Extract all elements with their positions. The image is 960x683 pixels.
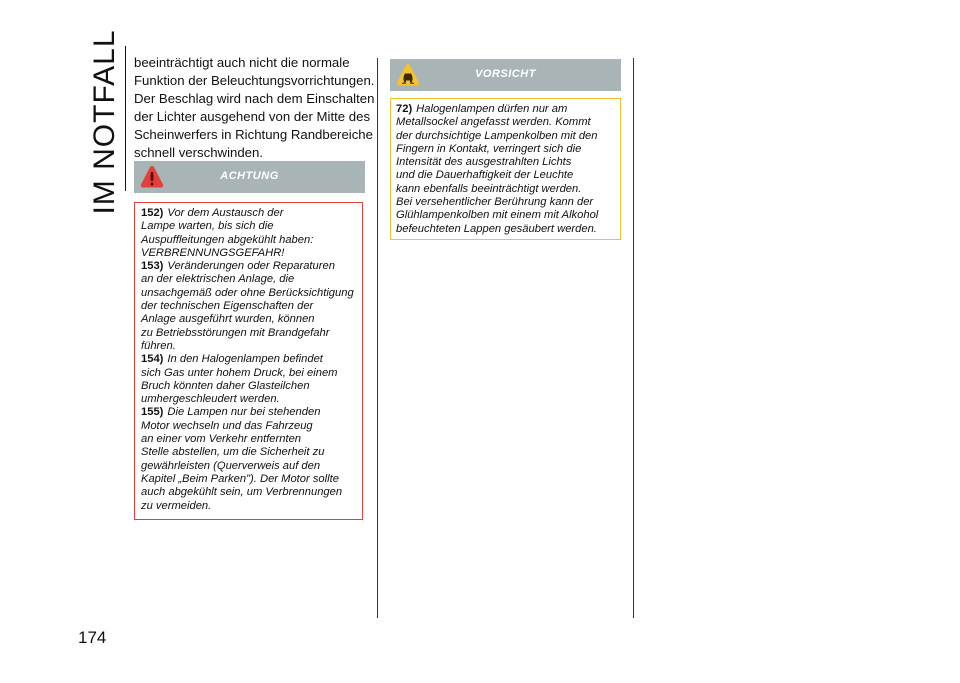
- note-text: führen.: [141, 339, 176, 352]
- note-number: 72): [396, 103, 413, 115]
- note-text: Fingern in Kontakt, verringert sich die: [396, 142, 582, 155]
- body-line: Funktion der Beleuchtungsvorrichtungen.: [134, 73, 375, 88]
- note-line: [141, 406, 362, 419]
- body-line: Scheinwerfers in Richtung Randbereiche: [134, 127, 373, 142]
- note-line: [141, 313, 362, 326]
- note-text: zu vermeiden.: [141, 499, 212, 512]
- note-text: umhergeschleudert werden.: [141, 393, 280, 406]
- note-text: Halogenlampen dürfen nur am: [416, 103, 568, 115]
- note-number: 152): [141, 207, 164, 219]
- note-text: zu Betriebsstörungen mit Brandgefahr: [141, 326, 330, 339]
- note-text: an der elektrischen Anlage, die: [141, 273, 295, 286]
- section-title: [82, 29, 128, 215]
- note-text: Glühlampenkolben mit einem mit Alkohol: [396, 209, 599, 222]
- note-line: [141, 220, 362, 233]
- caution-label: VORSICHT: [475, 68, 536, 80]
- note-text: gewährleisten (Querverweis auf den: [141, 459, 321, 472]
- note-text: In den Halogenlampen befindet: [167, 353, 323, 366]
- section-title-text: IM NOTFALL: [88, 29, 121, 215]
- section-divider: [125, 46, 126, 191]
- column-divider-right: [633, 58, 634, 618]
- warning-note-3: [141, 406, 362, 512]
- note-text: Kapitel „Beim Parken"). Der Motor sollte: [141, 472, 339, 485]
- note-line: [141, 433, 362, 446]
- note-text: Motor wechseln und das Fahrzeug: [141, 419, 313, 432]
- note-text: Vor dem Austausch der: [167, 207, 284, 219]
- note-line: [396, 169, 620, 182]
- note-line: [141, 300, 362, 313]
- note-line: [141, 260, 362, 273]
- note-text: Anlage ausgeführt wurden, können: [141, 313, 315, 326]
- warning-label: ACHTUNG: [220, 170, 279, 182]
- warning-note-2: [141, 353, 362, 406]
- note-line: [141, 327, 362, 340]
- note-line: [396, 183, 620, 196]
- body-paragraph: [134, 54, 375, 162]
- note-number: 155): [141, 406, 164, 419]
- note-text: Bei versehentlicher Berührung kann der: [396, 196, 594, 209]
- note-line: [396, 156, 620, 169]
- note-line: [396, 196, 620, 209]
- note-line: [141, 367, 362, 380]
- body-line: beeinträchtigt auch nicht die normale: [134, 55, 350, 70]
- note-text: sich Gas unter hohem Druck, bei einem: [141, 366, 338, 379]
- note-text: der technischen Eigenschaften der: [141, 300, 314, 313]
- note-text: befeuchteten Lappen gesäubert werden.: [396, 222, 597, 235]
- note-line: [141, 473, 362, 486]
- note-text: kann ebenfalls beeinträchtigt werden.: [396, 182, 582, 195]
- body-line: der Lichter ausgehend von der Mitte des: [134, 109, 371, 124]
- note-text: Stelle abstellen, um die Sicherheit zu: [141, 446, 325, 459]
- note-text: Die Lampen nur bei stehenden: [167, 406, 321, 419]
- warning-box: [134, 202, 363, 520]
- body-line: schnell verschwinden.: [134, 145, 264, 160]
- note-line: [141, 460, 362, 473]
- note-line: [396, 103, 620, 116]
- body-line: Der Beschlag wird nach dem Einschalten: [134, 91, 375, 106]
- note-line: [396, 223, 620, 236]
- note-line: [141, 420, 362, 433]
- note-line: [141, 446, 362, 459]
- note-line: [396, 209, 620, 222]
- note-line: [141, 287, 362, 300]
- warning-note-0: [141, 207, 362, 260]
- note-text: Bruch könnten daher Glasteilchen: [141, 379, 310, 392]
- note-number: 153): [141, 260, 164, 273]
- note-text: auch abgekühlt sein, um Verbrennungen: [141, 486, 343, 499]
- note-line: [141, 500, 362, 513]
- caution-note-0: [396, 103, 620, 236]
- note-text: und die Dauerhaftigkeit der Leuchte: [396, 169, 574, 182]
- page-number: 174: [78, 628, 107, 647]
- note-line: [141, 393, 362, 406]
- note-line: [141, 207, 362, 220]
- note-line: [141, 486, 362, 499]
- note-line: [396, 143, 620, 156]
- note-number: 154): [141, 353, 164, 366]
- warning-header: [134, 161, 365, 193]
- note-text: Lampe warten, bis sich die: [141, 220, 274, 233]
- note-line: [141, 273, 362, 286]
- note-line: [141, 234, 362, 247]
- note-line: [141, 353, 362, 366]
- caution-box: [390, 98, 621, 240]
- note-line: [396, 116, 620, 129]
- caution-header: [390, 59, 621, 91]
- note-line: [141, 247, 362, 260]
- warning-note-1: [141, 260, 362, 353]
- note-text: Metallsockel angefasst werden. Kommt: [396, 116, 591, 129]
- column-divider-left: [377, 58, 378, 618]
- note-text: Veränderungen oder Reparaturen: [167, 260, 335, 273]
- note-line: [396, 130, 620, 143]
- note-text: Intensität des ausgestrahlten Lichts: [396, 156, 572, 169]
- note-line: [141, 380, 362, 393]
- note-text: Auspuffleitungen abgekühlt haben:: [141, 233, 314, 246]
- note-text: der durchsichtige Lampenkolben mit den: [396, 129, 598, 142]
- note-text: an einer vom Verkehr entfernten: [141, 433, 302, 446]
- note-text: unsachgemäß oder ohne Berücksichtigung: [141, 286, 354, 299]
- note-line: [141, 340, 362, 353]
- note-text: VERBRENNUNGSGEFAHR!: [141, 246, 285, 259]
